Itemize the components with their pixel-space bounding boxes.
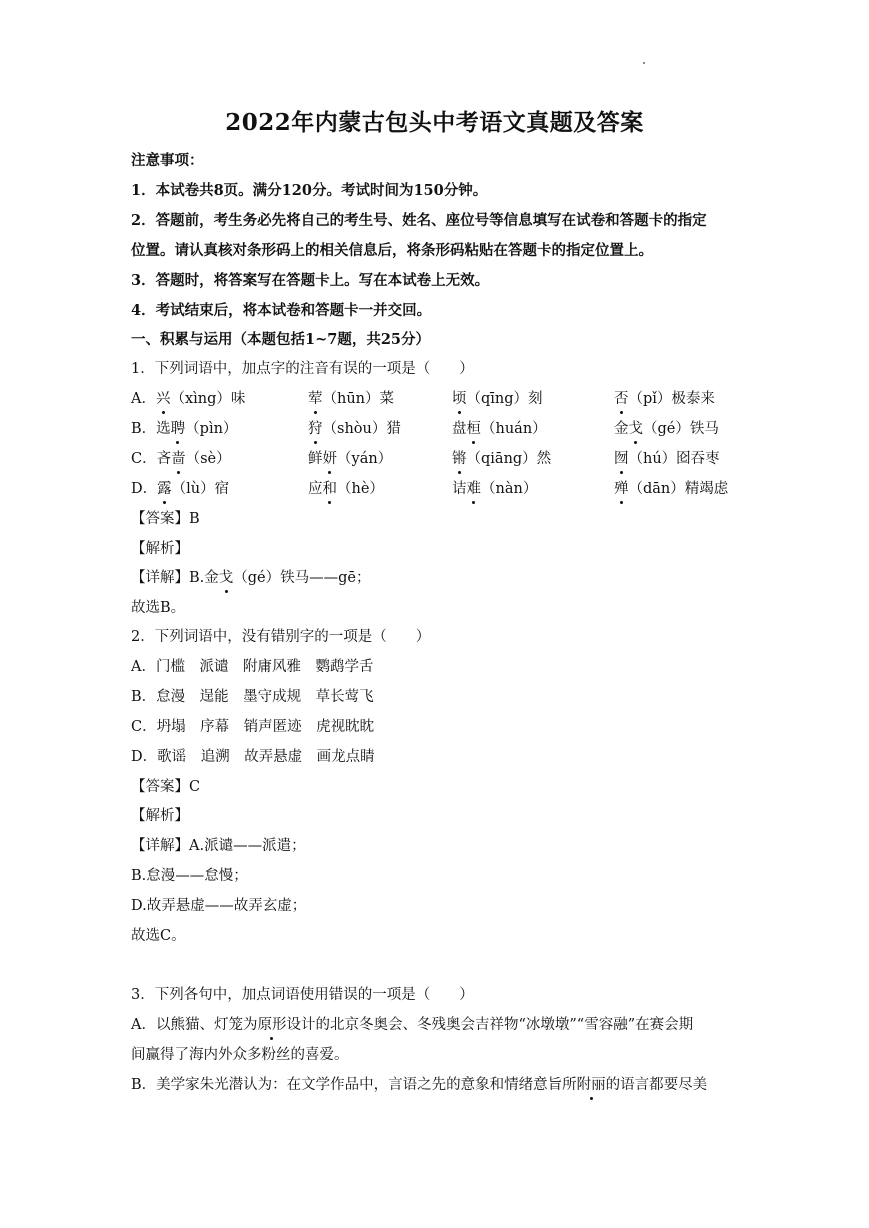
q1-answer: 【答案】B xyxy=(131,511,200,527)
dotted-char: 啬 xyxy=(171,451,186,467)
q3-option-a-cont: 间赢得了海内外众多粉丝的喜爱。 xyxy=(131,1047,349,1063)
q1-option: D．露（lù）宿 xyxy=(131,481,230,497)
dotted-word: 附丽 xyxy=(576,1077,606,1093)
q1-option: 狩（shòu）猎 xyxy=(308,421,401,437)
dotted-char: 锵 xyxy=(452,451,467,467)
q1-option: 荤（hūn）菜 xyxy=(308,391,395,407)
question-2-stem: 2．下列词语中，没有错别字的一项是（ ） xyxy=(131,629,431,645)
q3-option-b: B．美学家朱光潜认为：在文学作品中，言语之先的意象和情绪意旨所附丽的语言都要尽美 xyxy=(131,1077,708,1093)
q1-option: C．吝啬（sè） xyxy=(131,451,231,467)
q2-detail: B.怠漫——怠慢； xyxy=(131,868,248,884)
q1-detail: 【详解】B.金戈（gé）铁马——gē； xyxy=(131,570,371,586)
dotted-char: 戈 xyxy=(628,421,643,437)
q2-option: D．歌谣 追溯 故弄悬虚 画龙点睛 xyxy=(131,749,375,765)
notice-item: 位置。请认真核对条形码上的相关信息后，将条形码粘贴在答题卡的指定位置上。 xyxy=(131,242,653,259)
dotted-char: 聘 xyxy=(170,421,186,437)
q2-detail: D.故弄悬虚——故弄玄虚； xyxy=(131,898,307,914)
q1-option: 应和（hè） xyxy=(308,481,384,497)
dotted-char: 和 xyxy=(322,481,337,497)
dotted-word: 原形 xyxy=(257,1017,287,1033)
page-dot xyxy=(643,62,645,64)
dotted-char: 露 xyxy=(157,481,172,497)
q2-analysis: 【解析】 xyxy=(131,808,189,824)
q2-option: B．怠漫 逞能 墨守成规 草长莺飞 xyxy=(131,689,374,705)
dotted-char: 桓 xyxy=(466,421,481,437)
dotted-char: 顷 xyxy=(452,391,467,407)
page-title: 2022年内蒙古包头中考语文真题及答案 xyxy=(225,109,644,136)
dotted-char: 兴 xyxy=(155,391,171,407)
q1-option: 金戈（gé）铁马 xyxy=(614,421,719,437)
q3-option-a: A．以熊猫、灯笼为原形设计的北京冬奥会、冬残奥会吉祥物“冰墩墩”“雪容融”在赛会期 xyxy=(131,1017,694,1033)
dotted-char: 狩 xyxy=(308,421,323,437)
q2-conclusion: 故选C。 xyxy=(131,928,186,944)
q1-option: 鲜妍（yán） xyxy=(308,451,393,467)
q1-option: A．兴（xìng）味 xyxy=(131,391,246,407)
dotted-char: 荤 xyxy=(308,391,323,407)
q1-option: 锵（qiāng）然 xyxy=(452,451,552,467)
dotted-char: 囫 xyxy=(614,451,629,467)
q2-option: A．门槛 派谴 附庸风雅 鹦鹉学舌 xyxy=(131,659,374,675)
q1-option: 否（pǐ）极泰来 xyxy=(614,391,715,407)
dotted-char: 否 xyxy=(614,391,629,407)
q2-answer: 【答案】C xyxy=(131,779,201,795)
q1-option: 盘桓（huán） xyxy=(452,421,547,437)
notice-item: 1．本试卷共8页。满分120分。考试时间为150分钟。 xyxy=(131,182,488,199)
dotted-char: 戈 xyxy=(218,570,234,586)
q2-option: C．坍塌 序幕 销声匿迹 虎视眈眈 xyxy=(131,719,375,735)
notice-item: 4．考试结束后，将本试卷和答题卡一并交回。 xyxy=(131,302,432,319)
q2-detail: 【详解】A.派谴——派遣； xyxy=(131,838,306,854)
q1-conclusion: 故选B。 xyxy=(131,600,186,616)
notice-item: 2．答题前，考生务必先将自己的考生号、姓名、座位号等信息填写在试卷和答题卡的指定 xyxy=(131,212,707,229)
notice-item: 3．答题时，将答案写在答题卡上。写在本试卷上无效。 xyxy=(131,272,490,289)
q1-analysis: 【解析】 xyxy=(131,541,189,557)
dotted-char: 妍 xyxy=(322,451,337,467)
section-heading: 一、积累与运用（本题包括1~7题，共25分） xyxy=(131,331,431,348)
q1-option: 囫（hú）囵吞枣 xyxy=(614,451,720,467)
dotted-char: 难 xyxy=(466,481,481,497)
q1-option: 顷（qīng）刻 xyxy=(452,391,543,407)
question-3-stem: 3．下列各句中，加点词语使用错误的一项是（ ） xyxy=(131,987,474,1003)
question-1-stem: 1．下列词语中，加点字的注音有误的一项是（ ） xyxy=(131,361,474,377)
notice-heading: 注意事项： xyxy=(131,152,204,169)
q1-option: 诘难（nàn） xyxy=(452,481,538,497)
dotted-char: 殚 xyxy=(614,481,629,497)
q1-option: 殚（dān）精竭虑 xyxy=(614,481,729,497)
q1-option: B．选聘（pìn） xyxy=(131,421,238,437)
